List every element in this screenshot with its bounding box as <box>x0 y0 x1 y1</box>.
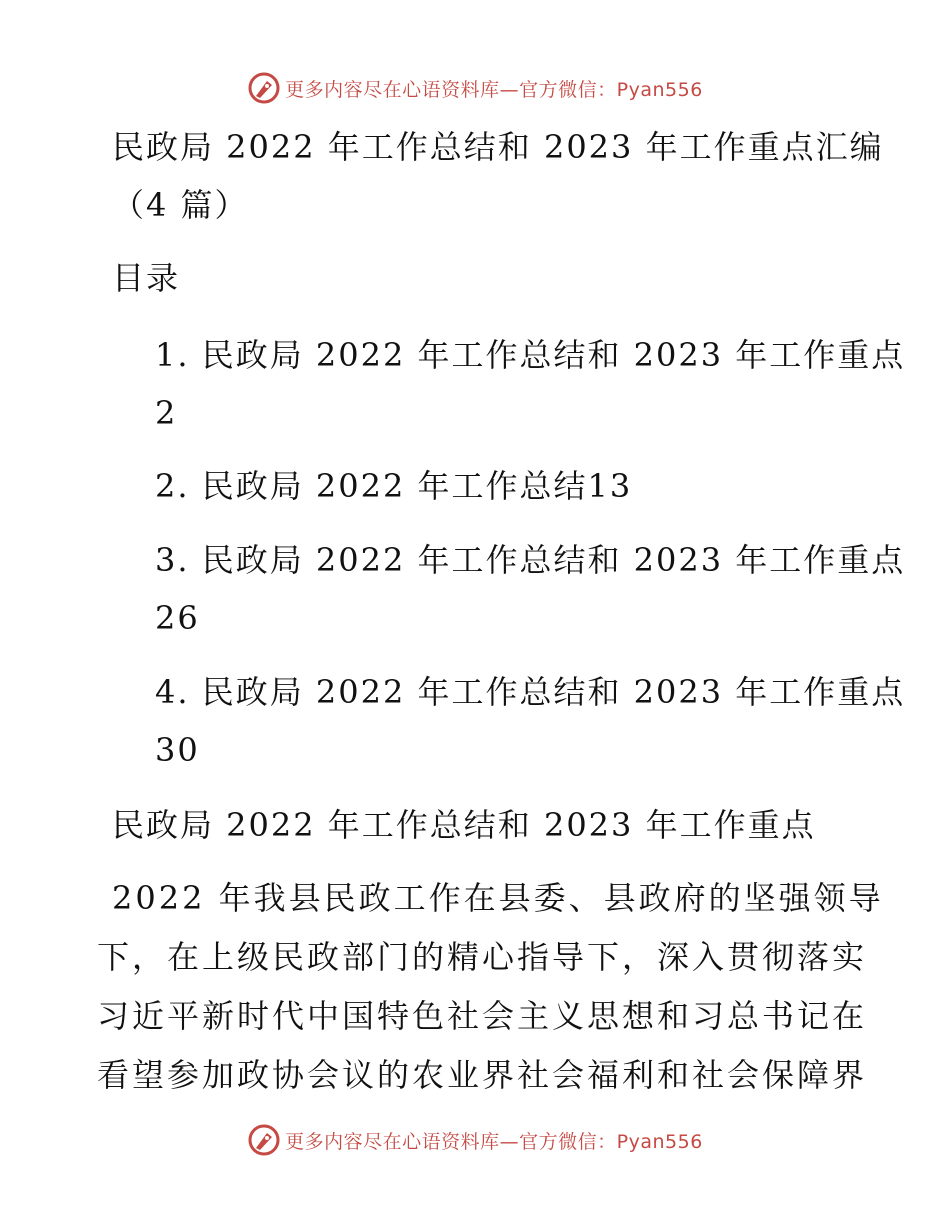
toc-item-4[interactable]: 4. 民政局 2022 年工作总结和 2023 年工作重点 <box>155 673 906 711</box>
document-title-line-2: （4 篇） <box>112 186 249 224</box>
document-title-line-1: 民政局 2022 年工作总结和 2023 年工作重点汇编 <box>112 128 884 166</box>
toc-item-1-page: 2 <box>155 394 178 432</box>
footer-watermark <box>0 1123 950 1157</box>
toc-item-4-page: 30 <box>155 731 200 769</box>
body-line: 看望参加政协会议的农业界社会福利和社会保障界 <box>97 1056 868 1094</box>
watermark-text: 更多内容尽在心语资料库—官方微信：Pyan556 <box>285 1130 703 1153</box>
body-line: 2022 年我县民政工作在县委、县政府的坚强领导 <box>112 879 884 917</box>
pen-nib-logo-icon <box>247 71 281 105</box>
body-line: 下，在上级民政部门的精心指导下，深入贯彻落实 <box>97 938 868 976</box>
watermark-text: 更多内容尽在心语资料库—官方微信：Pyan556 <box>285 78 703 101</box>
toc-item-3-page: 26 <box>155 599 200 637</box>
toc-item-1[interactable]: 1. 民政局 2022 年工作总结和 2023 年工作重点 <box>155 336 906 374</box>
header-watermark <box>0 71 950 105</box>
body-line: 习近平新时代中国特色社会主义思想和习总书记在 <box>97 997 868 1035</box>
toc-item-2[interactable]: 2. 民政局 2022 年工作总结13 <box>155 467 633 505</box>
toc-heading: 目录 <box>112 259 181 297</box>
pen-nib-logo-icon <box>247 1123 281 1157</box>
section-title: 民政局 2022 年工作总结和 2023 年工作重点 <box>112 806 816 844</box>
toc-item-3[interactable]: 3. 民政局 2022 年工作总结和 2023 年工作重点 <box>155 541 906 579</box>
